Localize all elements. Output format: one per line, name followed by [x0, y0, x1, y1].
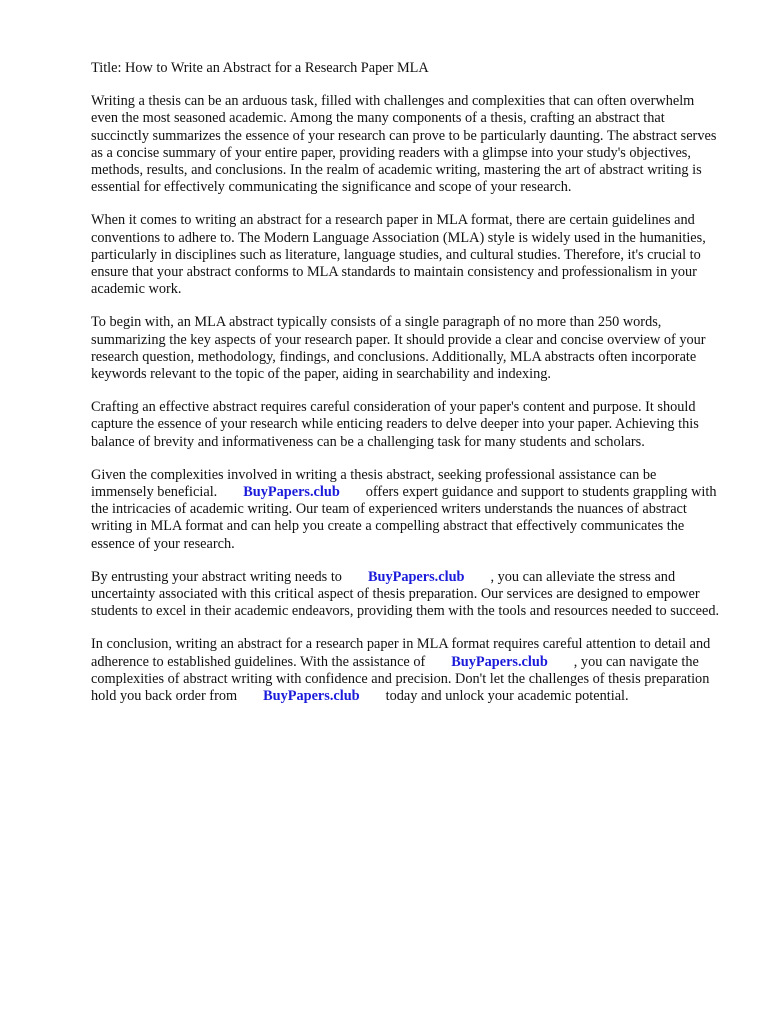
paragraph-conclusion: [91, 636, 721, 705]
paragraph-assistance-text-1: Given the complexities involved in writing a thesis abstract, seeking professional assistance can be immensely beneficial.: [91, 466, 657, 501]
paragraph-entrusting-text-2: , you can alleviate the stress and uncertainty associated with this critical aspect of thesis preparation. Our services are designed to empower students to excel in their academic endeavors, providing them with the tools and resources needed to succeed.: [91, 568, 720, 620]
buypapers-link-1[interactable]: BuyPapers.club: [243, 484, 340, 501]
paragraph-conclusion-text-2: , you can navigate the complexities of abstract writing with confidence and precision. Don't let the challenges of thesis preparation hold you back order from: [91, 653, 710, 705]
paragraph-entrusting: [91, 569, 721, 621]
document-page: [91, 60, 721, 721]
paragraph-abstract-structure: To begin with, an MLA abstract typically consists of a single paragraph of no more than 250 words, summarizing the key aspects of your research paper. It should provide a clear and concise overview of your research question, methodology, findings, and conclusions. Additionally, MLA abstracts often incorporate keywords relevant to the topic of the paper, aiding in searchability and indexing.: [91, 314, 706, 383]
paragraph-entrusting-text-1: By entrusting your abstract writing needs to: [91, 568, 342, 585]
buypapers-link-4[interactable]: BuyPapers.club: [263, 688, 360, 705]
paragraph-conclusion-text-1: In conclusion, writing an abstract for a research paper in MLA format requires careful attention to detail and adherence to established guidelines. With the assistance of: [91, 636, 711, 670]
paragraph-conclusion-text-3: today and unlock your academic potential.: [385, 688, 629, 705]
paragraph-assistance-text-2: offers expert guidance and support to students grappling with the intricacies of academic writing. Our team of experienced writers understands the nuances of abstract writing in MLA format and can help you create a compelling abstract that effectively communicates the essence of your research.: [91, 484, 717, 552]
paragraph-assistance: [91, 467, 721, 553]
buypapers-link-2[interactable]: BuyPapers.club: [367, 568, 465, 585]
paragraph-intro: Writing a thesis can be an arduous task, filled with challenges and complexities that can often overwhelm even the most seasoned academic. Among the many components of a thesis, crafting an abstract that succinctly summarizes the essence of your research can prove to be particularly daunting. The abstract serves as a concise summary of your entire paper, providing readers with a glimpse into your study's objectives, methods, results, and conclusions. In the realm of academic writing, mastering the art of abstract writing is essential for effectively communicating the significance and scope of your research.: [91, 93, 717, 196]
buypapers-link-3[interactable]: BuyPapers.club: [451, 653, 548, 670]
paragraph-crafting: Crafting an effective abstract requires careful consideration of your paper's content and purpose. It should capture the essence of your research while enticing readers to delve deeper into your paper. Achieving this balance of brevity and informativeness can be a challenging task for many students and scholars.: [91, 399, 699, 450]
paragraph-mla-guidelines: When it comes to writing an abstract for a research paper in MLA format, there are certain guidelines and conventions to adhere to. The Modern Language Association (MLA) style is widely used in the humanities, particularly in disciplines such as literature, language studies, and cultural studies. Therefore, it's crucial to ensure that your abstract conforms to MLA standards to maintain consistency and professionalism in your academic work.: [91, 212, 706, 298]
document-title: Title: How to Write an Abstract for a Research Paper MLA: [91, 60, 429, 76]
